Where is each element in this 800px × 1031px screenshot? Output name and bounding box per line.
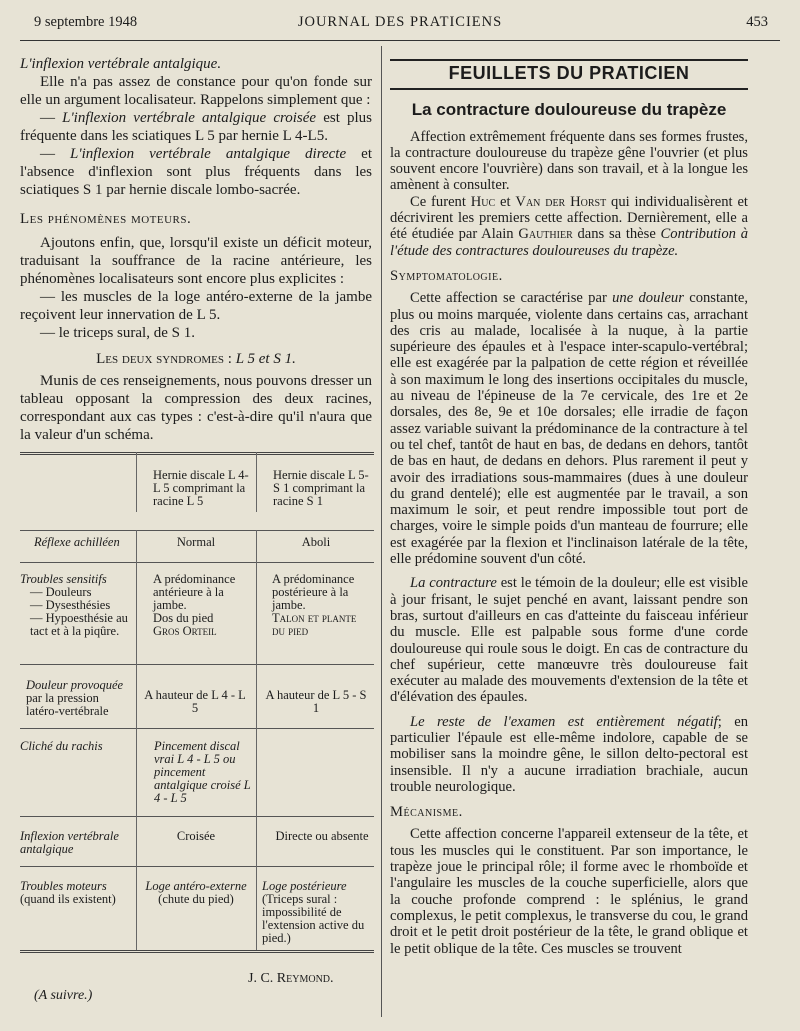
paragraph: Cette affection se caractérise par une douleur constante, plus ou moins marquée, violente dans certains cas, arrachant des cris au malade, localisée à la nuque, à la partie supérieure des épaules et à l'espace inter-scapulo-vertébral; elle est exagérée par la palpation de cette région et réveillée à son maximum le long des insertions occipitales du muscle, au niveau de l'épineuse de la 7e cervicale, des 1re et 2e dorsales, des 8e, 9e et 10e dorsales; elle irradie de façon assez variable suivant la prédominance de la contracture à tel ou tel chef, tantôt de haut en bas, de dedans en dehors, tantôt de bas en haut, de dedans en dehors. Plus rarement il peut y avoir des irradiations sous-mammaires (dues à une douleur du grand dentelé); elle est augmentée par le travail, a son maximum le soir, et peut rendre impossible tout port de charges, voire le simple poids d'un manteau de fourrure; elle est exagérée par la flexion et l'inclinaison latérale de la tête, elle prédomine souvent d'un côté. — [390, 290, 748, 568]
cell-reflexe-l5: Normal — [176, 535, 216, 549]
section-heading-syndromes: Les deux syndromes : L 5 et S 1. — [96, 351, 296, 367]
right-column — [390, 55, 748, 957]
section-heading-symptomatologie: Symptomatologie. — [390, 267, 503, 284]
cell-sensitifs-s1: A prédominance postérieure à la jambe. Talon et plante du pied — [272, 572, 357, 638]
subheading-inflexion: L'inflexion vertébrale antalgique. — [20, 56, 222, 72]
table-rule — [20, 950, 374, 953]
table-head-l5: Hernie discale L 4-L 5 comprimant la racine L 5 — [153, 468, 249, 508]
cell-cliche-l5: Pincement discal vrai L 4 - L 5 ou pincement antalgique croisé L 4 - L 5 — [154, 739, 251, 805]
page-header — [28, 14, 772, 36]
paragraph: Le reste de l'examen est entièrement négatif; en particulier l'épaule est elle-même indolore, capable de se mobiliser sans la moindre gêne, le sillon delto-pectoral est insensible. Il n'y a aucune irradiation brachiale, aucun trouble neurologique. — [390, 713, 748, 795]
table-head-s1: Hernie discale L 5-S 1 comprimant la racine S 1 — [273, 468, 369, 508]
table-rule — [20, 728, 374, 729]
row-label-sensitifs: Troubles sensitifs — Douleurs — Dysesthésies — Hypoesthésie au tact et à la piqûre. — [20, 572, 128, 638]
cell-douleur-l5: A hauteur de L 4 - L 5 — [144, 688, 246, 715]
cell-inflexion-s1: Directe ou absente — [275, 829, 369, 843]
header-rule — [20, 40, 780, 41]
table-rule — [20, 452, 374, 455]
table-col-rule — [256, 530, 257, 950]
paragraph: La contracture est le témoin de la douleur; elle est visible à jour frisant, le sujet penché en avant, laissant pendre son bras, surtout d'ailleurs en cas d'atteinte du faisceau inférieur du muscle. Elle est palpable sous forme d'une corde douloureuse qui roule sous le doigt. En cas de contracture du chef supérieur, cette manœuvre très douloureuse fait exécuter au malade des mouvements d'extension de la tête et d'élévation des épaules. — [390, 575, 748, 706]
paragraph: Ajoutons enfin, que, lorsqu'il existe un déficit moteur, traduisant la souffrance de la racine antérieure, les phénomènes localisateurs sont encore plus explicites : — [20, 235, 372, 287]
table-rule — [20, 664, 374, 665]
left-column — [20, 55, 372, 444]
paragraph: — les muscles de la loge antéro-externe de la jambe reçoivent leur innervation de L 5. — [20, 289, 372, 323]
paragraph: — L'inflexion vertébrale antalgique croisée est plus fréquente dans les sciatiques L 5 par hernie L 4-L5. — [20, 110, 373, 144]
section-heading-moteurs: Les phénomènes moteurs. — [20, 211, 192, 227]
cell-reflexe-s1: Aboli — [301, 535, 331, 549]
article-title: La contracture douloureuse du trapèze — [411, 100, 727, 120]
issue-date: 9 septembre 1948 — [34, 14, 138, 30]
author-signature: J. C. Reymond. — [248, 971, 334, 986]
cell-moteurs-l5: Loge antéro-externe (chute du pied) — [145, 879, 247, 906]
table-col-rule — [136, 452, 137, 512]
paragraph: — L'inflexion vertébrale antalgique directe et l'absence d'inflexion sont plus fréquents dans les sciatiques S 1 par hernie discale lombo-sacrée. — [20, 146, 372, 198]
table-rule — [20, 562, 374, 563]
paragraph: Munis de ces renseignements, nous pouvons dresser un tableau opposant la compression des deux racines, correspondant aux cas types : c'est-à-dire qu'il n'aura que la valeur d'un schéma. — [20, 373, 372, 443]
table-rule — [20, 816, 374, 817]
to-be-continued: (A suivre.) — [34, 988, 93, 1003]
journal-title: JOURNAL DES PRATICIENS — [297, 14, 503, 30]
section-heading-mecanisme: Mécanisme. — [390, 804, 463, 821]
table-rule — [20, 530, 374, 531]
table-rule — [20, 866, 374, 867]
paragraph: Ce furent Huc et Van der Horst qui individualisèrent et décrivirent les premiers cette affection. Dernièrement, elle a été étudiée par Alain Gauthier dans sa thèse Contribution à l'étude des contractures douloureuses du trapèze. — [390, 193, 748, 259]
row-label-cliche: Cliché du rachis — [20, 739, 103, 753]
banner-rule-bottom — [390, 88, 748, 90]
table-col-rule — [256, 452, 257, 512]
row-label-reflexe: Réflexe achilléen — [34, 535, 120, 549]
row-label-inflexion: Inflexion vertébrale antalgique — [20, 829, 119, 856]
paragraph: Cette affection concerne l'appareil extenseur de la tête, et tous les muscles qui le constituent. Par son importance, le trapèze joue le principal rôle; il forme avec le rhomboïde et l'angulaire les muscles de la couche superficielle, alors que la couche profonde comprend : le splénius, le grand complexus, le petit complexus, le transverse du cou, le grand droit et le petit droit postérieur de la tête, le grand oblique et le petit oblique de la tête. Ces muscles se trouvent — [390, 826, 748, 957]
cell-moteurs-s1: Loge postérieure (Triceps sural : impossibilité de l'extension active du pied.) — [262, 879, 365, 945]
table-col-rule — [136, 530, 137, 950]
row-label-moteurs: Troubles moteurs (quand ils existent) — [20, 879, 116, 906]
comparison-table — [20, 452, 374, 954]
page-number: 453 — [746, 14, 768, 30]
paragraph: — le triceps sural, de S 1. — [40, 325, 195, 341]
column-rule — [381, 46, 382, 1017]
row-label-douleur: Douleur provoquée par la pression latéro-vertébrale — [26, 678, 124, 718]
cell-douleur-s1: A hauteur de L 5 - S 1 — [265, 688, 367, 715]
paragraph: Elle n'a pas assez de constance pour qu'on fonde sur elle un argument localisateur. Rappelons simplement que : — [20, 74, 372, 108]
section-banner: FEUILLETS DU PRATICIEN — [448, 63, 690, 83]
paragraph: Affection extrêmement fréquente dans ses formes frustes, la contracture douloureuse du trapèze gêne l'ouvrier (et plus souvent encore l'ouvrière) dans son travail, et à la longue les amènent à consulter. — [390, 128, 748, 194]
cell-sensitifs-l5: A prédominance antérieure à la jambe. Dos du pied Gros Orteil — [153, 572, 236, 638]
cell-inflexion-l5: Croisée — [176, 829, 216, 843]
